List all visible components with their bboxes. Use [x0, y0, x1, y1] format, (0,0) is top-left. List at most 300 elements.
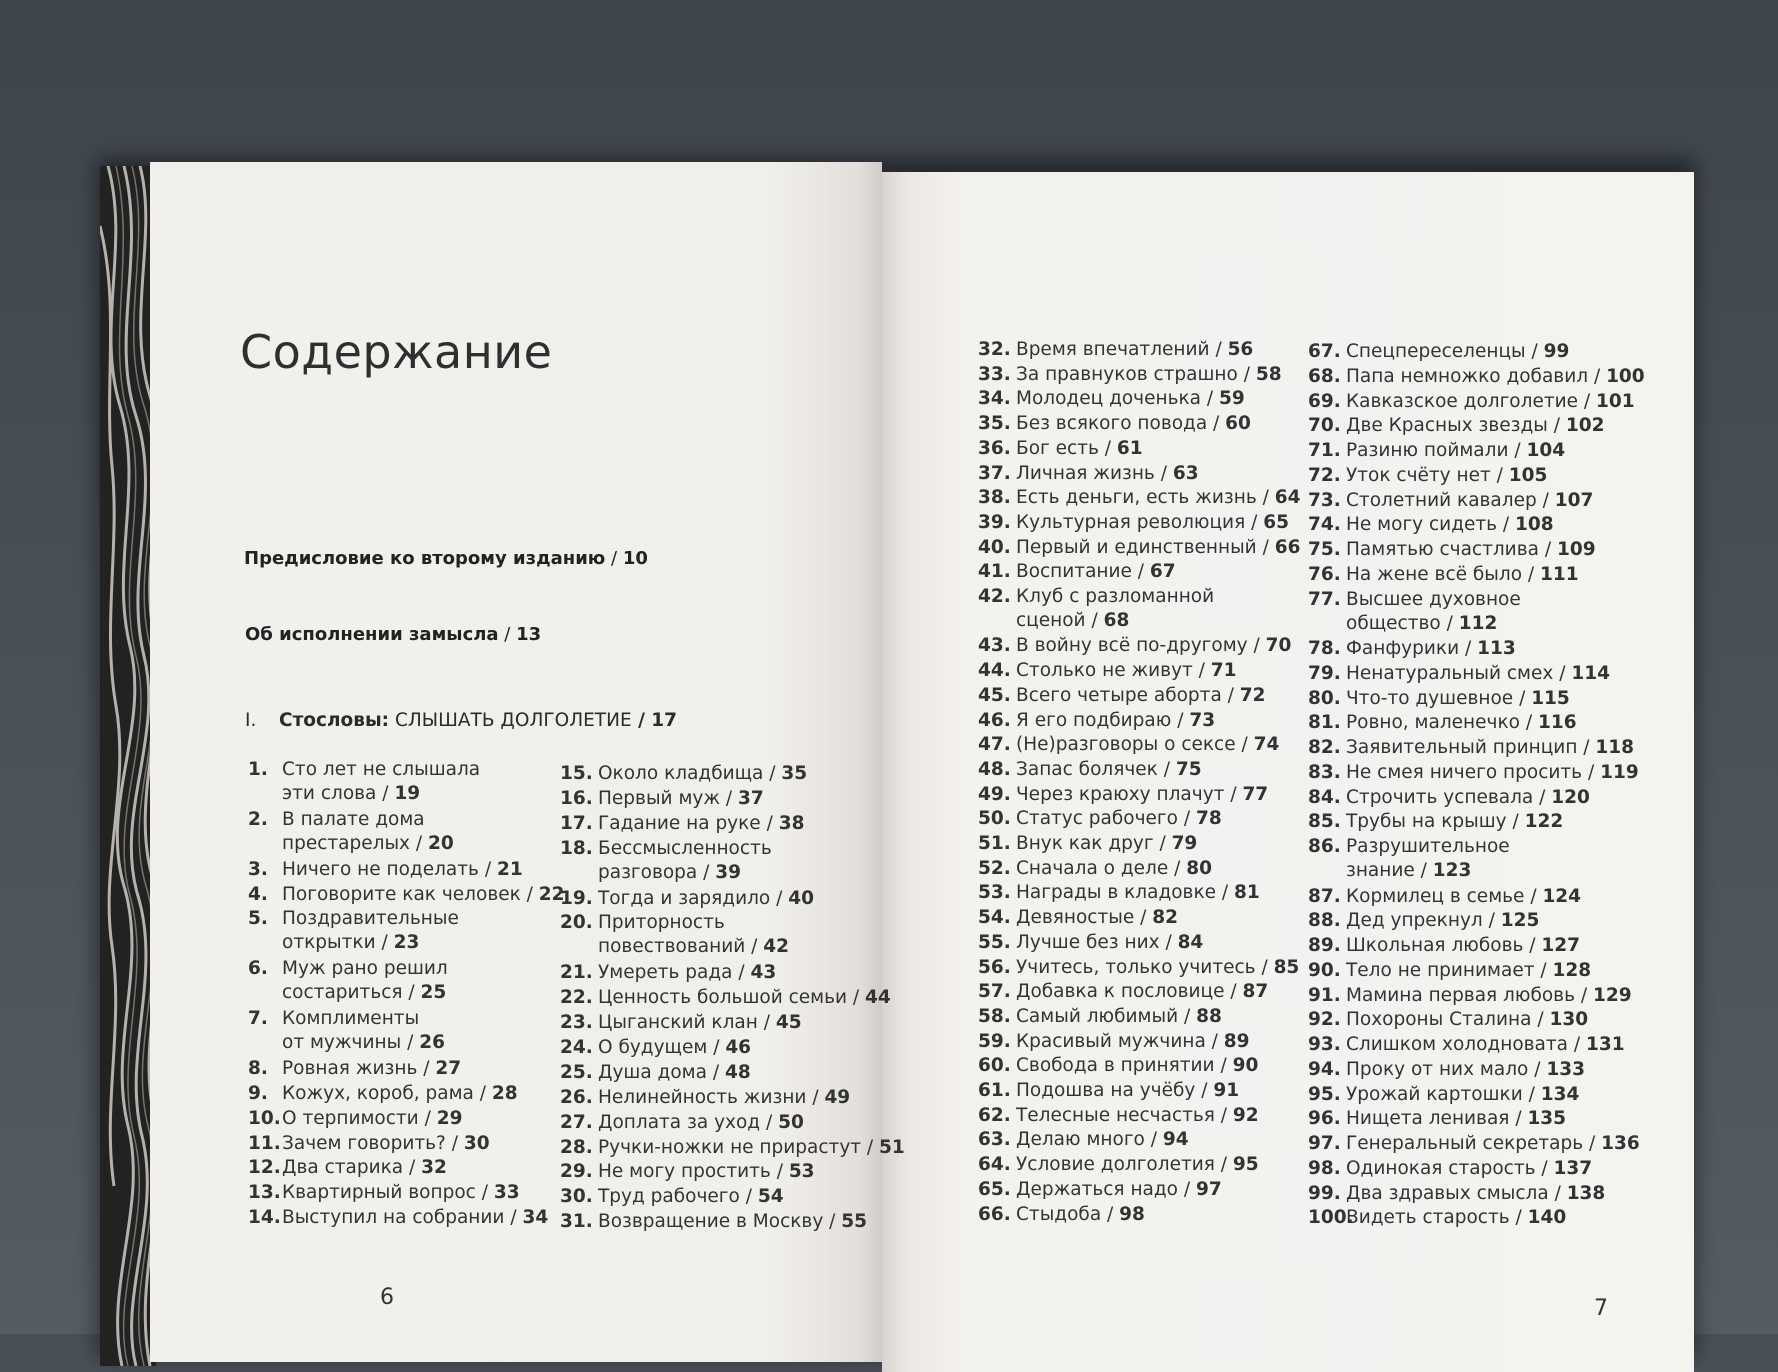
toc-entry-title-cont: от мужчины / 26: [282, 1032, 445, 1053]
toc-entry: 100.Видеть старость / 140: [1308, 1207, 1567, 1229]
toc-entry-number: 19.: [560, 887, 593, 909]
toc-entry-page: 85: [1273, 956, 1300, 978]
toc-entry-title: Награды в кладовке: [1016, 882, 1217, 904]
toc-entry-title: Квартирный вопрос: [282, 1182, 476, 1204]
toc-entry-number: 44.: [978, 660, 1011, 682]
tree-bark-illustration: [100, 166, 156, 1366]
toc-entry: 81. Ровно, маленечко / 116: [1308, 712, 1577, 734]
toc-entry: 16. Первый муж / 37: [560, 787, 764, 809]
toc-entry-number: 38.: [978, 487, 1011, 509]
toc-entry-page: 94: [1162, 1129, 1189, 1151]
toc-entry-number: 5.: [248, 908, 268, 930]
toc-entry-page: 20: [428, 832, 454, 854]
toc-entry: 90. Тело не принимает / 128: [1308, 959, 1592, 981]
toc-entry-number: 56.: [978, 956, 1011, 978]
toc-entry-page: 72: [1239, 684, 1266, 706]
toc-entry-title: Нищета ленивая: [1346, 1108, 1510, 1130]
toc-entry-page: 108: [1515, 514, 1554, 536]
toc-entry-page: 21: [496, 858, 523, 880]
toc-entry-page: 43: [750, 962, 777, 984]
toc-entry-title: Поздравительные: [282, 908, 459, 930]
toc-entry-page: 100: [1606, 365, 1645, 387]
toc-entry-title: Столетний кавалер: [1346, 489, 1537, 511]
toc-entry-number: 11.: [248, 1132, 281, 1154]
front-matter-label: Предисловие ко второму изданию: [244, 548, 606, 569]
toc-entry-title: Условие долголетия: [1016, 1154, 1215, 1176]
toc-entry-title: Две Красных звезды: [1346, 415, 1548, 437]
toc-entry-page: 135: [1527, 1108, 1567, 1130]
toc-entry-page: 95: [1232, 1154, 1259, 1176]
toc-entry-page: 34: [522, 1207, 549, 1229]
toc-entry-page: 119: [1600, 761, 1639, 783]
toc-entry-page: 113: [1477, 638, 1516, 659]
toc-entry-page: 101: [1596, 390, 1635, 412]
toc-entry-number: 46.: [978, 709, 1011, 731]
toc-entry-page: 56: [1227, 339, 1254, 360]
toc-entry-title-cont: состариться / 25: [282, 982, 447, 1004]
toc-entry-title: Бессмысленность: [598, 837, 772, 859]
toc-entry-number: 57.: [978, 981, 1011, 1003]
toc-entry-number: 32.: [978, 339, 1011, 360]
toc-entry-page: 65: [1263, 511, 1289, 533]
toc-entry: 41. Воспитание / 67: [978, 561, 1176, 583]
toc-entry: 29. Не могу простить / 53: [560, 1161, 815, 1183]
toc-entry-number: 71.: [1308, 440, 1341, 461]
toc-entry-page: 23: [393, 932, 420, 954]
toc-entry-title-line2: состариться: [282, 982, 403, 1004]
toc-entry-title: Личная жизнь: [1016, 462, 1155, 484]
toc-entry-number: 89.: [1308, 935, 1341, 956]
toc-entry-number: 76.: [1308, 563, 1341, 585]
toc-entry-page: 79: [1171, 833, 1198, 854]
toc-entry-title: Бог есть: [1016, 437, 1099, 459]
toc-entry-title: Зачем говорить?: [282, 1132, 446, 1154]
toc-entry-number: 98.: [1308, 1157, 1341, 1179]
toc-entry-page: 61: [1116, 437, 1143, 459]
toc-entry-number: 14.: [248, 1207, 281, 1229]
toc-entry: 61. Подошва на учёбу / 91: [978, 1080, 1240, 1101]
toc-entry-title-line2: сценой: [1016, 610, 1086, 631]
toc-entry-page: 136: [1601, 1133, 1640, 1154]
toc-entry: 23. Цыганский клан / 45: [560, 1012, 802, 1033]
toc-entry-title-cont: престарелых / 20: [282, 832, 454, 854]
toc-entry: 72. Уток счёту нет / 105: [1308, 464, 1548, 486]
toc-entry-title: Выступил на собрании: [282, 1207, 505, 1229]
toc-entry-title: Заявительный принцип: [1346, 737, 1578, 758]
toc-entry: 3. Ничего не поделать / 21: [248, 858, 523, 880]
toc-entry-page: 28: [491, 1082, 518, 1104]
toc-entry: 26. Нелинейность жизни / 49: [560, 1086, 851, 1108]
section-heading: I. Стословы: СЛЫШАТЬ ДОЛГОЛЕТИЕ / 17: [245, 710, 678, 731]
toc-entry-number: 61.: [978, 1080, 1011, 1101]
toc-entry-title: Не могу сидеть: [1346, 514, 1498, 536]
toc-entry: 71. Разиню поймали / 104: [1308, 440, 1566, 461]
toc-entry-page: 97: [1195, 1178, 1222, 1200]
toc-entry-title: Телесные несчастья: [1016, 1104, 1215, 1126]
toc-entry-number: 33.: [978, 363, 1011, 385]
toc-entry-title: Два старика: [282, 1157, 404, 1179]
toc-entry-page: 123: [1432, 860, 1472, 881]
toc-entry: 96. Нищета ленивая / 135: [1308, 1108, 1567, 1130]
toc-entry: 98. Одинокая старость / 137: [1308, 1157, 1593, 1179]
toc-entry-page: 37: [738, 787, 764, 809]
toc-entry-page: 60: [1225, 413, 1251, 435]
toc-entry-title-line2: открытки: [282, 932, 376, 954]
toc-entry-title: Фанфурики: [1346, 638, 1460, 659]
toc-entry-page: 112: [1458, 612, 1498, 634]
section-title-bold: Стословы:: [279, 710, 390, 731]
toc-entry-page: 58: [1255, 363, 1282, 385]
toc-entry-number: 69.: [1308, 390, 1341, 412]
toc-entry: [560, 837, 772, 885]
toc-entry-title: Возвращение в Москву: [598, 1211, 824, 1233]
toc-entry: 58. Самый любимый / 88: [978, 1005, 1222, 1027]
toc-entry: 55. Лучше без них / 84: [978, 931, 1204, 953]
toc-entry-number: 72.: [1308, 464, 1341, 486]
toc-entry-page: 134: [1540, 1083, 1580, 1105]
toc-entry: 49. Через краюху плачут / 77: [978, 783, 1269, 805]
toc-entry-title: Дед упрекнул: [1346, 910, 1483, 932]
toc-entry-title-cont: общество / 112: [1346, 612, 1498, 634]
toc-entry-title: Кормилец в семье: [1346, 885, 1525, 907]
toc-entry-number: 59.: [978, 1030, 1011, 1052]
toc-entry-page: 78: [1195, 808, 1222, 830]
toc-entry-number: 9.: [248, 1082, 268, 1104]
toc-entry-number: 70.: [1308, 415, 1341, 437]
toc-entry-title: Комплименты: [282, 1008, 420, 1029]
toc-entry-number: 36.: [978, 437, 1011, 459]
toc-entry-number: 48.: [978, 758, 1011, 780]
toc-entry-page: 124: [1542, 885, 1582, 907]
toc-entry-page: 67: [1149, 561, 1176, 583]
toc-entry-title: На жене всё было: [1346, 563, 1523, 585]
toc-entry-number: 29.: [560, 1161, 593, 1183]
toc-entry-title: Есть деньги, есть жизнь: [1016, 487, 1257, 509]
toc-entry-title: Мамина первая любовь: [1346, 984, 1575, 1006]
toc-entry-number: 43.: [978, 635, 1011, 657]
toc-entry-title: Нелинейность жизни: [598, 1086, 807, 1108]
toc-entry-number: 18.: [560, 837, 593, 859]
toc-entry-title: Культурная революция: [1016, 511, 1246, 533]
toc-entry-number: 49.: [978, 783, 1011, 805]
toc-entry-page: 107: [1554, 489, 1594, 511]
toc-entry-page: 81: [1234, 882, 1260, 904]
toc-entry-number: 41.: [978, 561, 1011, 583]
toc-entry-number: 40.: [978, 536, 1011, 558]
toc-entry-number: 68.: [1308, 365, 1341, 387]
toc-entry-title: Одинокая старость: [1346, 1157, 1536, 1179]
toc-entry-number: 6.: [248, 958, 268, 980]
toc-entry-page: 88: [1196, 1005, 1222, 1027]
toc-entry: 48. Запас болячек / 75: [978, 758, 1202, 780]
toc-entry: [248, 1007, 445, 1055]
toc-entry-page: 48: [724, 1061, 751, 1083]
toc-entry-number: 99.: [1308, 1182, 1341, 1204]
toc-entry: 27. Доплата за уход / 50: [560, 1111, 804, 1133]
toc-entry-title: Папа немножко добавил: [1346, 365, 1589, 387]
toc-entry-title: За правнуков страшно: [1016, 363, 1238, 385]
toc-entry-number: 53.: [978, 882, 1011, 904]
toc-entry-title: Через краюху плачут: [1016, 783, 1225, 805]
front-matter-label: Об исполнении замысла: [245, 624, 499, 645]
toc-entry-page: 75: [1175, 758, 1202, 780]
toc-entry-title: Держаться надо: [1016, 1178, 1178, 1200]
toc-entry-page: 30: [463, 1132, 490, 1154]
toc-entry-title-cont: открытки / 23: [282, 932, 420, 954]
toc-entry-title: Сначала о деле: [1016, 857, 1169, 879]
toc-entry-number: 96.: [1308, 1108, 1341, 1130]
toc-entry-title-line2: общество: [1346, 612, 1441, 634]
toc-entry: 24. О будущем / 46: [560, 1036, 752, 1058]
toc-entry-number: 62.: [978, 1104, 1011, 1126]
toc-entry-title: В войну всё по-другому: [1016, 635, 1248, 657]
toc-entry-number: 77.: [1308, 588, 1341, 610]
toc-entry-number: 50.: [978, 808, 1011, 830]
toc-entry-number: 45.: [978, 684, 1011, 706]
toc-entry-title: Сто лет не слышала: [282, 759, 481, 780]
toc-entry: [248, 957, 448, 1005]
toc-entry-number: 52.: [978, 857, 1011, 879]
toc-entry-page: 127: [1541, 935, 1581, 956]
toc-entry-number: 66.: [978, 1203, 1011, 1225]
toc-entry: 93. Слишком холодновата / 131: [1308, 1034, 1625, 1055]
toc-entry-title: Ничего не поделать: [282, 858, 479, 880]
toc-entry-title-cont: эти слова / 19: [282, 783, 421, 804]
toc-entry-number: 4.: [248, 883, 268, 905]
toc-entry-page: 35: [781, 763, 808, 784]
toc-entry-page: 125: [1500, 910, 1540, 932]
toc-entry-title: Статус рабочего: [1016, 808, 1178, 830]
toc-entry-title: Муж рано решил: [282, 958, 448, 980]
toc-entry-page: 26: [419, 1032, 445, 1053]
toc-entry: 94. Проку от них мало / 133: [1308, 1058, 1585, 1080]
toc-entry-number: 60.: [978, 1055, 1011, 1077]
toc-entry-title: Цыганский клан: [598, 1012, 758, 1033]
toc-entry-title: Умереть рада: [598, 962, 733, 984]
toc-entry: 89. Школьная любовь / 127: [1308, 935, 1581, 956]
toc-entry-title: Я его подбираю: [1016, 709, 1172, 731]
section-title: СЛЫШАТЬ ДОЛГОЛЕТИЕ: [394, 710, 632, 731]
toc-entry-number: 17.: [560, 812, 593, 834]
toc-entry-title-line2: знание: [1346, 860, 1415, 881]
toc-entry-title: Не смея ничего просить: [1346, 761, 1583, 783]
toc-entry-number: 42.: [978, 586, 1011, 607]
toc-entry-page: 129: [1593, 984, 1632, 1006]
toc-entry: [560, 911, 789, 959]
toc-entry-title: Ручки-ножки не прирастут: [598, 1136, 862, 1158]
toc-entry: 28. Ручки-ножки не прирастут / 51: [560, 1136, 905, 1158]
toc-entry-title: Приторность: [598, 912, 725, 934]
toc-entry-page: 42: [763, 936, 790, 958]
toc-entry-page: 91: [1213, 1080, 1240, 1101]
toc-entry-title: Высшее духовное: [1346, 588, 1521, 610]
toc-entry-page: 118: [1595, 737, 1635, 758]
toc-entry-number: 67.: [1308, 341, 1341, 362]
toc-entry-title: Девяностые: [1016, 907, 1135, 929]
toc-entry-title: Памятью счастлива: [1346, 539, 1539, 560]
toc-entry: 62. Телесные несчастья / 92: [978, 1104, 1259, 1126]
toc-entry-title: Первый муж: [598, 787, 721, 809]
left-page-number: 6: [380, 1285, 394, 1310]
toc-entry: [1308, 835, 1510, 883]
toc-entry-title-cont: сценой / 68: [1016, 610, 1130, 631]
toc-entry-number: 65.: [978, 1178, 1011, 1200]
toc-entry-number: 83.: [1308, 761, 1341, 783]
toc-entry-number: 31.: [560, 1211, 593, 1233]
toc-entry-number: 86.: [1308, 836, 1341, 857]
toc-entry: 21. Умереть рада / 43: [560, 962, 777, 984]
toc-entry: 68. Папа немножко добавил / 100: [1308, 365, 1645, 387]
right-page-number: 7: [1594, 1296, 1608, 1321]
front-matter-1: Предисловие ко второму изданию / 10: [244, 548, 648, 569]
toc-entry-number: 84.: [1308, 786, 1341, 808]
toc-entry: 19. Тогда и зарядило / 40: [560, 887, 815, 909]
toc-entry-title: Ровная жизнь: [282, 1057, 418, 1079]
toc-entry: 83. Не смея ничего просить / 119: [1308, 761, 1639, 783]
toc-entry-title: Спецпереселенцы: [1346, 341, 1526, 362]
toc-entry-page: 38: [778, 812, 805, 834]
toc-entry-title: Тогда и зарядило: [598, 887, 771, 909]
toc-entry-page: 80: [1186, 857, 1212, 879]
toc-entry: 91. Мамина первая любовь / 129: [1308, 984, 1632, 1006]
toc-entry: 66. Стыдоба / 98: [978, 1203, 1145, 1225]
toc-entry-page: 32: [421, 1157, 447, 1179]
toc-entry: 12.Два старика / 32: [248, 1157, 447, 1179]
toc-entry: 87. Кормилец в семье / 124: [1308, 885, 1582, 907]
toc-entry-number: 25.: [560, 1061, 593, 1083]
toc-entry-title-cont: знание / 123: [1346, 860, 1472, 881]
toc-entry-page: 87: [1242, 981, 1269, 1003]
toc-entry: 67. Спецпереселенцы / 99: [1308, 341, 1570, 362]
toc-entry-page: 45: [775, 1012, 802, 1033]
toc-entry-number: 3.: [248, 858, 268, 880]
page-title: Содержание: [240, 325, 553, 379]
toc-entry: 51. Внук как друг / 79: [978, 833, 1198, 854]
toc-entry-title: Кавказское долголетие: [1346, 390, 1579, 412]
toc-entry-page: 66: [1274, 536, 1301, 558]
toc-entry-title: Похороны Сталина: [1346, 1009, 1532, 1031]
toc-entry-page: 140: [1527, 1207, 1567, 1229]
toc-entry-title: Около кладбища: [598, 763, 764, 784]
toc-entry-title: Без всякого повода: [1016, 413, 1208, 435]
toc-entry-title: Разиню поймали: [1346, 440, 1509, 461]
toc-entry-title: Молодец доченька: [1016, 388, 1201, 410]
toc-entry: [1308, 588, 1521, 636]
toc-entry-title: Ровно, маленечко: [1346, 712, 1520, 734]
toc-entry-number: 51.: [978, 833, 1011, 854]
toc-entry: 13.Квартирный вопрос / 33: [248, 1182, 520, 1204]
toc-entry-page: 29: [436, 1107, 463, 1129]
toc-entry-page: 59: [1219, 388, 1245, 410]
toc-entry: 99. Два здравых смысла / 138: [1308, 1182, 1606, 1204]
front-matter-2: Об исполнении замысла / 13: [245, 624, 542, 645]
toc-entry-page: 109: [1556, 539, 1596, 560]
toc-entry-page: 39: [715, 861, 742, 883]
toc-entry-title: Что-то душевное: [1346, 687, 1514, 709]
toc-entry: 32. Время впечатлений / 56: [978, 339, 1254, 360]
toc-entry: 85. Трубы на крышу / 122: [1308, 811, 1564, 833]
toc-entry-title: Гадание на руке: [598, 812, 761, 834]
toc-entry: [248, 808, 454, 856]
toc-entry-title: Добавка к пословице: [1016, 981, 1225, 1003]
toc-entry: 8. Ровная жизнь / 27: [248, 1057, 462, 1079]
toc-entry-number: 10.: [248, 1107, 281, 1129]
toc-entry-number: 87.: [1308, 885, 1341, 907]
toc-entry: 75. Памятью счастлива / 109: [1308, 539, 1596, 560]
toc-entry: 35. Без всякого повода / 60: [978, 413, 1251, 435]
toc-entry-number: 2.: [248, 808, 268, 830]
toc-entry-number: 80.: [1308, 687, 1341, 709]
toc-entry-title: Видеть старость: [1346, 1207, 1510, 1229]
toc-entry: 82. Заявительный принцип / 118: [1308, 737, 1635, 758]
toc-entry: 78. Фанфурики / 113: [1308, 638, 1516, 659]
toc-entry: 57. Добавка к пословице / 87: [978, 981, 1269, 1003]
toc-entry-page: 77: [1242, 783, 1269, 805]
toc-entry-title-line2: повествований: [598, 936, 746, 958]
toc-entry-title: Подошва на учёбу: [1016, 1080, 1196, 1101]
toc-entry-number: 74.: [1308, 514, 1341, 536]
toc-entry-page: 115: [1531, 687, 1570, 709]
toc-entry-title: Делаю много: [1016, 1129, 1145, 1151]
toc-entry-number: 12.: [248, 1157, 281, 1179]
toc-entry-title: Генеральный секретарь: [1346, 1133, 1584, 1154]
toc-entry-page: 40: [788, 887, 815, 909]
toc-entry-page: 82: [1152, 907, 1178, 929]
toc-entry-number: 91.: [1308, 984, 1341, 1006]
toc-entry-title: Строчить успевала: [1346, 786, 1534, 808]
toc-entry: 80. Что-то душевное / 115: [1308, 687, 1570, 709]
toc-entry-page: 89: [1223, 1030, 1250, 1052]
toc-entry: 17. Гадание на руке / 38: [560, 812, 805, 834]
toc-entry-title: Ненатуральный смех: [1346, 662, 1554, 684]
toc-entry-title: Школьная любовь: [1346, 935, 1524, 956]
toc-entry-page: 102: [1565, 415, 1605, 437]
toc-entry-number: 94.: [1308, 1058, 1341, 1080]
toc-entry-title: Уток счёту нет: [1346, 464, 1491, 486]
toc-entry: 46. Я его подбираю / 73: [978, 709, 1216, 731]
toc-entry: 43. В войну всё по-другому / 70: [978, 635, 1292, 657]
toc-entry-page: 50: [778, 1111, 804, 1133]
toc-entry: 34. Молодец доченька / 59: [978, 388, 1245, 410]
toc-entry: [248, 758, 480, 806]
toc-entry-number: 92.: [1308, 1009, 1341, 1031]
toc-entry-title-line2: разговора: [598, 861, 698, 883]
toc-entry-title: Столько не живут: [1016, 660, 1193, 682]
toc-entry-number: 35.: [978, 413, 1011, 435]
toc-entry-title: О будущем: [598, 1036, 708, 1058]
toc-entry-title: Разрушительное: [1346, 836, 1510, 857]
toc-entry-page: 111: [1540, 563, 1579, 585]
toc-entry-title: Первый и единственный: [1016, 536, 1257, 558]
toc-entry: 92. Похороны Сталина / 130: [1308, 1009, 1589, 1031]
toc-entry-page: 25: [420, 982, 447, 1004]
toc-entry-title: В палате дома: [282, 808, 425, 830]
toc-entry-title: Кожух, короб, рама: [282, 1082, 474, 1104]
toc-entry-number: 73.: [1308, 489, 1341, 511]
toc-entry: [248, 907, 459, 955]
toc-entry-title: Душа дома: [598, 1061, 707, 1083]
toc-entry-title: Стыдоба: [1016, 1203, 1102, 1225]
toc-entry-page: 131: [1586, 1034, 1625, 1055]
toc-entry-number: 28.: [560, 1136, 593, 1158]
section-page: 17: [651, 710, 678, 731]
section-numeral: I.: [245, 710, 257, 731]
toc-entry-title-cont: повествований / 42: [598, 936, 790, 958]
toc-entry-title-line2: престарелых: [282, 832, 411, 854]
toc-entry-title-cont: разговора / 39: [598, 861, 742, 883]
toc-entry-title: Всего четыре аборта: [1016, 684, 1222, 706]
toc-entry-title: Время впечатлений: [1016, 339, 1210, 360]
